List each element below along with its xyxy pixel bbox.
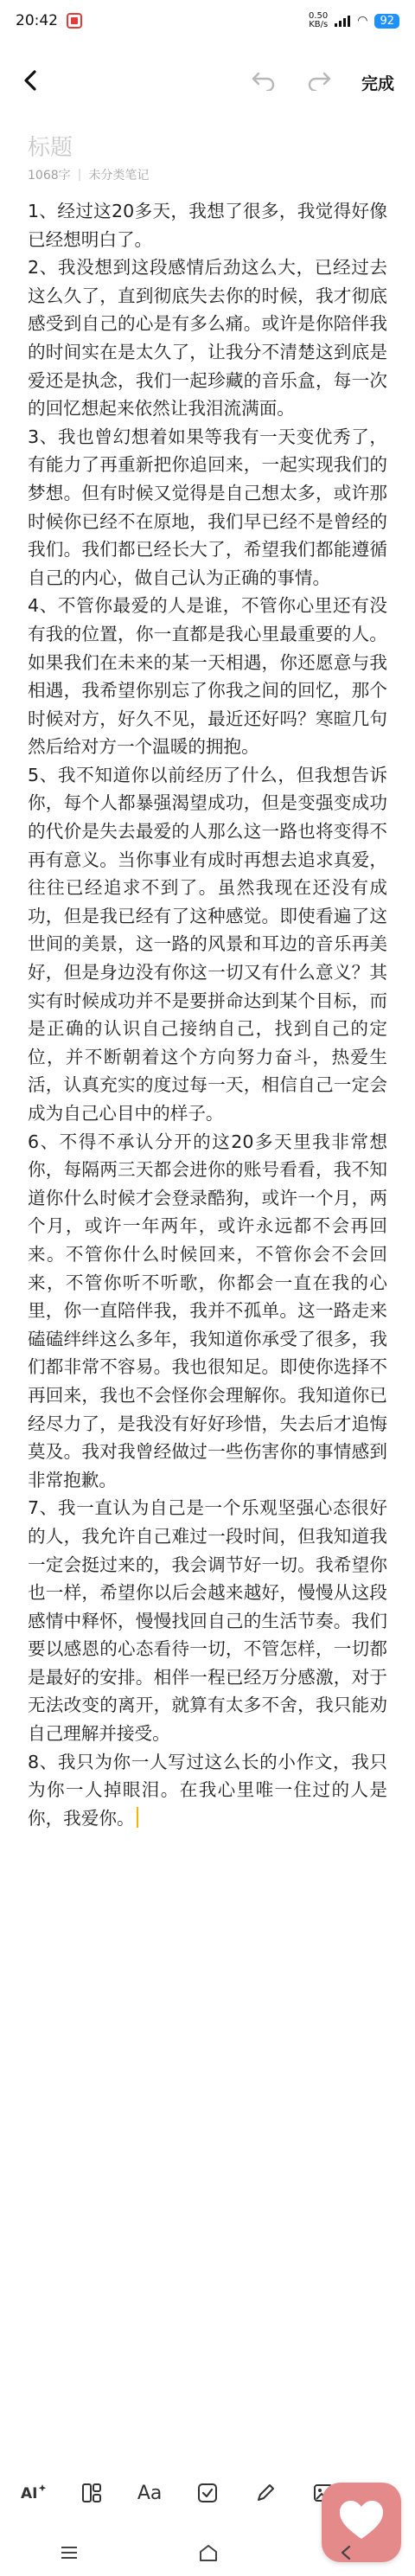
back-arrow-icon[interactable] xyxy=(21,67,40,97)
battery-icon: 92 xyxy=(374,14,399,29)
meta-divider: | xyxy=(77,168,82,182)
status-right xyxy=(309,12,399,29)
signal-icon xyxy=(335,15,350,27)
undo-icon[interactable] xyxy=(251,68,277,97)
status-bar xyxy=(0,0,415,42)
paragraph-5: 5、我不知道你以前经历了什么，但我想告诉你，每个人都暴强渴望成功，但是变强变成功的代价是失去最爱的人那么这一路也将变得不再有意义。当你事业有成时再想去追求真爱，往往已经追求不到了。虽然我现在还没有成功，但是我已经有了这种感觉。即使看遍了这世间的美景，这一路的风景和耳边的音乐再美好，但是身边没有你这一切又有什么意义？其实有时候成功并不是要拼命达到某个目标，而是正确的认识自己接纳自己，找到自己的定位，并不断朝着这个方向努力奋斗，热爱生活，认真充实的度过每一天，相信自己一定会成为自己心目中的样子。 xyxy=(28,764,387,1124)
paragraph-8 xyxy=(28,1748,387,1833)
system-nav-bar xyxy=(0,2534,415,2576)
network-speed xyxy=(309,12,328,29)
top-actions xyxy=(251,68,394,97)
char-count: 1068字 xyxy=(28,169,71,183)
redo-icon[interactable] xyxy=(306,68,332,97)
paragraph-8-text: 8、我只为你一人写过这么长的小作文，我只为你一人掉眼泪。在我心里唯一住过的人是你，我爱你。 xyxy=(28,1751,387,1829)
menu-icon[interactable] xyxy=(59,2544,80,2566)
nav-back-icon[interactable] xyxy=(337,2543,356,2567)
done-button[interactable]: 完成 xyxy=(361,74,394,93)
paragraph-1: 1、经过这20多天，我想了很多，我觉得好像已经想明白了。 xyxy=(28,201,387,250)
edit-icon[interactable] xyxy=(248,2476,283,2510)
note-title-placeholder[interactable]: 标题 xyxy=(28,135,73,161)
text-format-icon[interactable]: Aa xyxy=(137,2482,163,2504)
ai-label: AI xyxy=(21,2485,38,2502)
text-cursor xyxy=(137,1807,138,1828)
status-time: 20:42 xyxy=(16,12,58,29)
paragraph-7: 7、我一直认为自己是一个乐观坚强心态很好的人，我允许自己难过一段时间，但我知道我一定会挺过来的，我会调节好一切。我希望你也一样，希望你以后会越来越好，慢慢从这段感情中释怀，慢慢找回自己的生活节奏。我们要以感恩的心态看待一切，不管怎样，一切都是最好的安排。相伴一程已经万分感激，对于无法改变的离开，就算有太多不舍，我只能劝自己理解并接受。 xyxy=(28,1497,387,1745)
paragraph-6: 6、不得不承认分开的这20多天里我非常想你，每隔两三天都会进你的账号看看，我不知道你什么时候才会登录酷狗，或许一个月，两个月，或许一年两年，或许永远都不会再回来。不管你什么时候回来，不管你会不会回来，不管你听不听歌，你都会一直在我的心里，你一直陪伴我，我并不孤单。这一路走来磕磕绊绊这么多年，我知道你承受了很多，我们都非常不容易。我也很知足。即使你选择不再回来，我也不会怪你会理解你。我知道你已经尽力了，是我没有好好珍惜，失去后才追悔莫及。我对我曾经做过一些伤害你的事情感到非常抱歉。 xyxy=(28,1131,387,1490)
paragraph-2: 2、我没想到这段感情后劲这么大，已经过去这么久了，直到彻底失去你的时候，我才彻底感受到自己的心是有多么痛。或许是你陪伴我的时间实在是太久了，让我分不清楚这到底是爱还是执念，我们一起珍藏的音乐盒，每一次的回忆想起来依然让我泪流满面。 xyxy=(28,257,387,420)
editor-top-bar xyxy=(0,52,415,112)
network-speed-value: 0.50 xyxy=(308,11,329,21)
home-icon[interactable] xyxy=(198,2543,219,2567)
paragraph-3: 3、我也曾幻想着如果等我有一天变优秀了，有能力了再重新把你追回来，一起实现我们的梦想。但有时候又觉得是自己想太多，或许那时候你已经不在原地，我们早已经不是曾经的我们。我们都已经长大了，希望我们都能遵循自己的内心，做自己认为正确的事情。 xyxy=(28,426,387,588)
note-meta xyxy=(28,166,149,183)
status-left xyxy=(16,12,82,29)
note-category[interactable]: 未分类笔记 xyxy=(88,169,150,183)
ai-icon[interactable] xyxy=(16,2476,51,2510)
network-speed-unit: KB/s xyxy=(309,20,329,29)
paragraph-4: 4、不管你最爱的人是谁，不管你心里还有没有我的位置，你一直都是我心里最重要的人。如果我们在未来的某一天相遇，你还愿意与我相遇，我希望你别忘了你我之间的回忆，那个时候对方，好久不见，最近还好吗？寒暄几句然后给对方一个温暖的拥抱。 xyxy=(28,595,387,758)
app-notification-icon xyxy=(67,13,82,29)
checklist-icon[interactable] xyxy=(190,2476,225,2510)
layout-icon[interactable] xyxy=(74,2476,109,2510)
wifi-icon: ◠ xyxy=(357,14,368,28)
note-body[interactable] xyxy=(28,197,387,1832)
